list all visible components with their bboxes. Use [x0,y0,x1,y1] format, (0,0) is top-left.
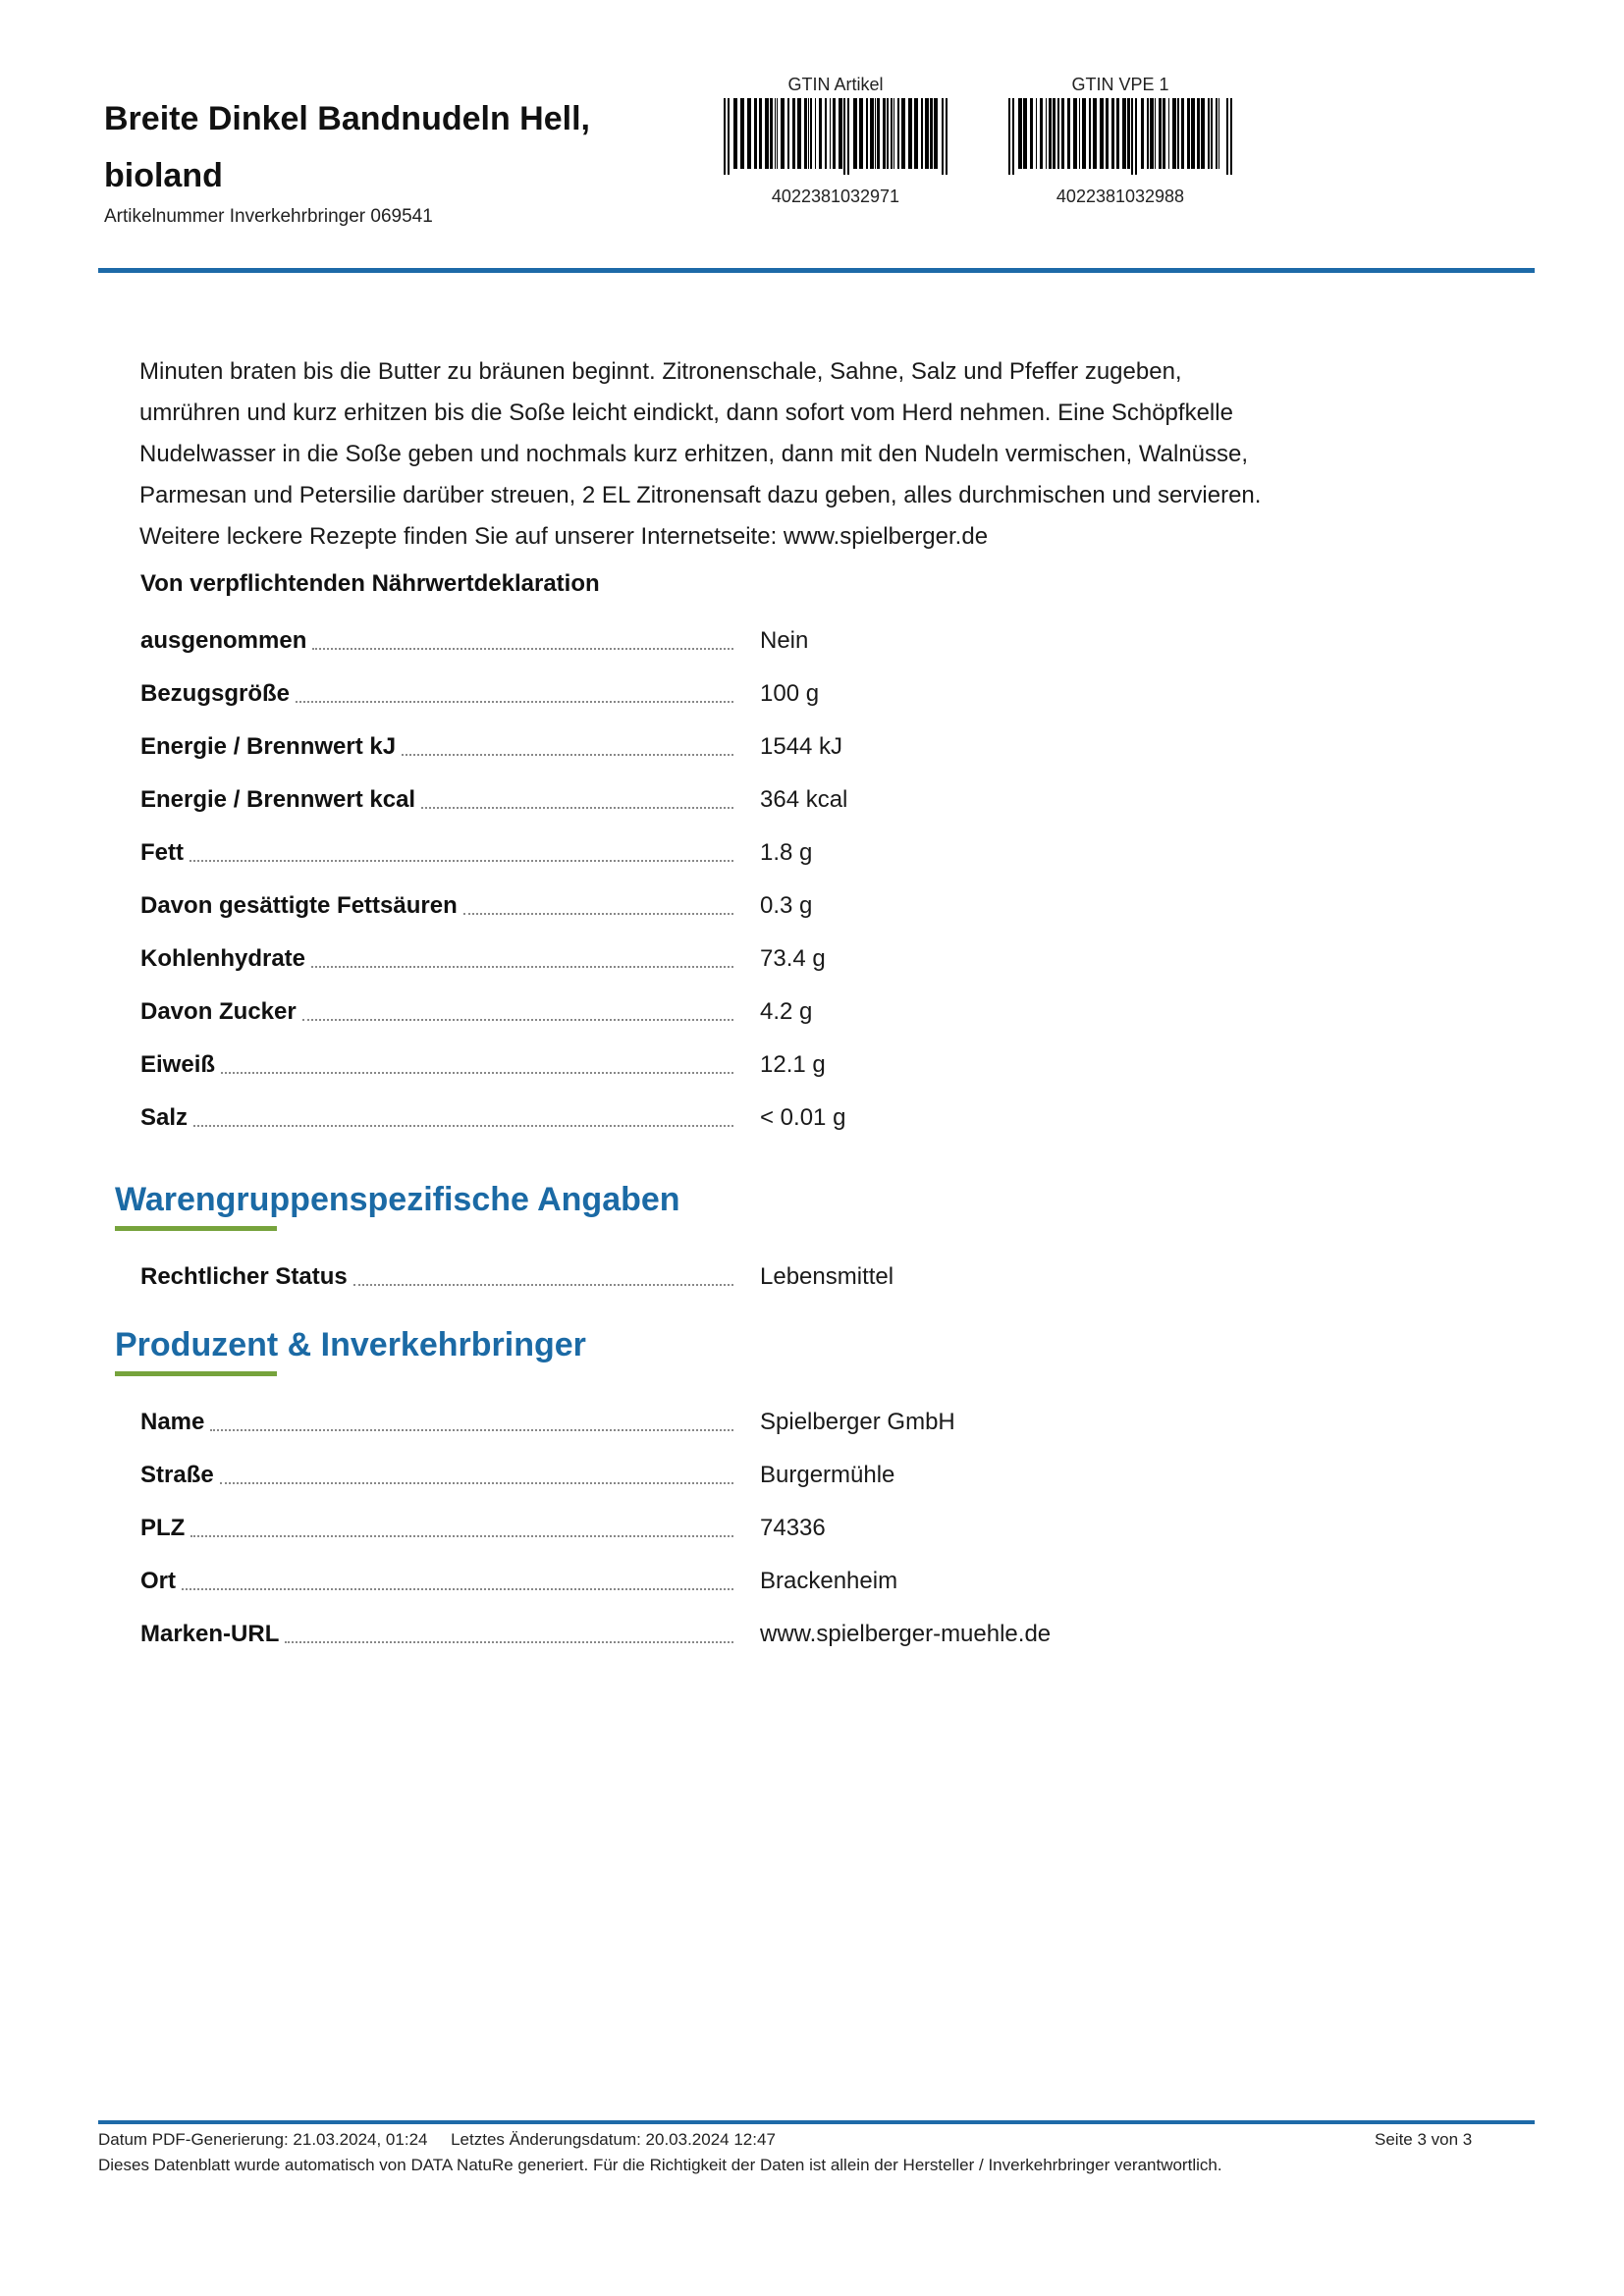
nutrition-exempt-heading: Von verpflichtenden Nährwertdeklaration [140,570,600,597]
recipe-line: Parmesan und Petersilie darüber streuen, 2 EL Zitronensaft dazu geben, alles durchmischen und servieren. [139,482,1262,508]
dot-leader [421,807,733,809]
row-value: 1.8 g [760,839,813,866]
row-value: Burgermühle [760,1462,895,1488]
recipe-line: Weitere leckere Rezepte finden Sie auf unserer Internetseite: www.spielberger.de [139,523,989,550]
section-title-goods: Warengruppenspezifische Angaben [115,1181,680,1218]
nutrition-row-sugar [140,988,1417,1041]
producer-row-zip [140,1504,1417,1557]
barcode-gtin-vpe [1004,98,1236,175]
dot-leader [285,1641,733,1643]
dot-leader [312,648,733,650]
row-label: ausgenommen [140,627,307,654]
row-label: Davon Zucker [140,998,297,1025]
recipe-text [139,351,1416,558]
row-label: Salz [140,1104,189,1131]
row-value: 1544 kJ [760,733,843,760]
footer-page-number: Seite 3 von 3 [1375,2130,1473,2149]
product-title-line1: Breite Dinkel Bandnudeln Hell, [104,100,590,137]
header-divider [98,268,1535,273]
producer-row-brand-url [140,1610,1417,1663]
dot-leader [402,754,733,756]
dot-leader [353,1284,733,1286]
product-title-line2: bioland [104,157,223,194]
nutrition-row-energy-kcal [140,775,1417,828]
section-underline [115,1371,277,1376]
footer-disclaimer: Dieses Datenblatt wurde automatisch von DATA NatuRe generiert. Für die Richtigkeit der Daten ist allein der Hersteller / Inverkehrbringer verantwortlich. [98,2156,1222,2174]
row-label: Straße [140,1462,214,1488]
row-label: Davon gesättigte Fettsäuren [140,892,458,919]
dot-leader [463,913,733,915]
row-label: Eiweiß [140,1051,216,1078]
nutrition-row-protein [140,1041,1417,1094]
producer-row-name [140,1398,1417,1451]
nutrition-row-carbohydrates [140,934,1417,988]
nutrition-row-reference [140,669,1417,722]
row-value: www.spielberger-muehle.de [760,1621,1052,1647]
dot-leader [189,860,733,862]
nutrition-row-energy-kj [140,722,1417,775]
section-title-producer: Produzent & Inverkehrbringer [115,1326,586,1363]
row-label: Kohlenhydrate [140,945,306,972]
row-label: Energie / Brennwert kcal [140,786,416,813]
row-value: 4.2 g [760,998,813,1025]
row-value: 74336 [760,1515,826,1541]
row-label: Fett [140,839,184,866]
dot-leader [190,1535,733,1537]
dot-leader [220,1482,733,1484]
producer-row-street [140,1451,1417,1504]
footer-divider [98,2120,1535,2124]
row-label: PLZ [140,1515,186,1541]
row-value: 364 kcal [760,786,848,813]
row-value: Lebensmittel [760,1263,894,1290]
goods-row-legal-status [140,1253,1417,1306]
row-value: Nein [760,627,809,654]
gtin-article-number: 4022381032971 [771,187,900,206]
barcode-gtin-article [720,98,951,175]
row-value: Brackenheim [760,1568,898,1594]
producer-row-city [140,1557,1417,1610]
row-value: 0.3 g [760,892,813,919]
row-value: 100 g [760,680,820,707]
nutrition-row-salt [140,1094,1417,1147]
dot-leader [182,1588,733,1590]
gtin-vpe-number: 4022381032988 [1056,187,1185,206]
row-label: Bezugsgröße [140,680,291,707]
row-label: Rechtlicher Status [140,1263,348,1290]
footer-dates: Datum PDF-Generierung: 21.03.2024, 01:24 Letztes Änderungsdatum: 20.03.2024 12:47 [98,2130,776,2149]
row-value: 12.1 g [760,1051,826,1078]
recipe-line: Minuten braten bis die Butter zu bräunen beginnt. Zitronenschale, Sahne, Salz und Pfeffer zugeben, [139,358,1182,385]
dot-leader [302,1019,733,1021]
row-label: Ort [140,1568,176,1594]
section-underline [115,1226,277,1231]
row-value: 73.4 g [760,945,826,972]
row-value: < 0.01 g [760,1104,846,1131]
gtin-vpe-label: GTIN VPE 1 [1071,75,1169,94]
row-label: Marken-URL [140,1621,280,1647]
row-value: Spielberger GmbH [760,1409,955,1435]
nutrition-row-saturated-fat [140,881,1417,934]
dot-leader [296,701,733,703]
dot-leader [193,1125,733,1127]
nutrition-row-fat [140,828,1417,881]
article-number: Artikelnummer Inverkehrbringer 069541 [104,206,433,227]
nutrition-row-exempt [140,616,1417,669]
dot-leader [210,1429,733,1431]
recipe-line: umrühren und kurz erhitzen bis die Soße leicht eindickt, dann sofort vom Herd nehmen. Eine Schöpfkelle [139,400,1233,426]
gtin-article-block [718,73,953,207]
product-title [104,90,654,204]
dot-leader [311,966,733,968]
dot-leader [221,1072,733,1074]
gtin-vpe-block [1002,73,1238,207]
recipe-line: Nudelwasser in die Soße geben und nochmals kurz erhitzen, dann mit den Nudeln vermischen, Walnüsse, [139,441,1249,467]
row-label: Name [140,1409,205,1435]
gtin-article-label: GTIN Artikel [787,75,884,94]
row-label: Energie / Brennwert kJ [140,733,397,760]
